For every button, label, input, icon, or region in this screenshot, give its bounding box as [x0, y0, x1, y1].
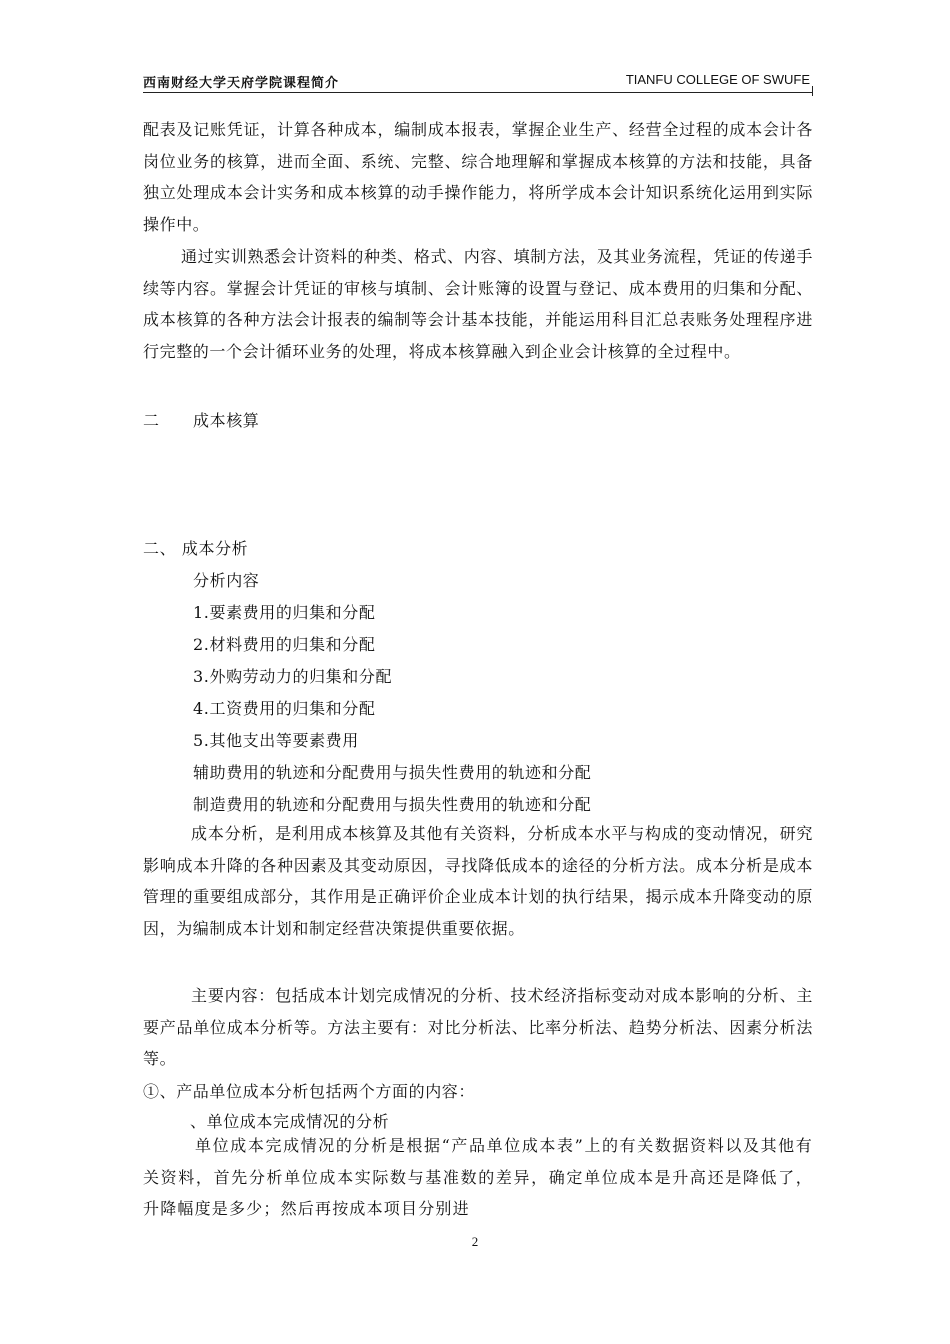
sub-heading-analysis-content: 分析内容: [193, 571, 260, 590]
heading-cost-accounting: 成本核算: [193, 411, 260, 430]
heading-cost-accounting-num: 二: [143, 411, 160, 430]
item-unit-cost-analysis: ①、产品单位成本分析包括两个方面的内容：: [143, 1082, 476, 1101]
page-header: [143, 68, 810, 94]
line-auxiliary-cost: 辅助费用的轨迹和分配费用与损失性费用的轨迹和分配: [193, 763, 592, 782]
paragraph-3: 成本分析，是利用成本核算及其他有关资料，分析成本水平与构成的变动情况，研究影响成本升降的各种因素及其变动原因，寻找降低成本的途径的分析方法。成本分析是成本管理的重要组成部分，其作用是正确评价企业成本计划的执行结果，揭示成本升降变动的原因，为编制成本计划和制定经营决策提供重要依据。: [143, 824, 813, 938]
list-item: 1.要素费用的归集和分配: [193, 603, 376, 622]
list-item: 3.外购劳动力的归集和分配: [193, 667, 393, 686]
paragraph-1: 配表及记账凭证，计算各种成本，编制成本报表，掌握企业生产、经营全过程的成本会计各岗位业务的核算，进而全面、系统、完整、综合地理解和掌握成本核算的方法和技能，具备独立处理成本会计实务和成本核算的动手操作能力，将所学成本会计知识系统化运用到实际操作中。: [143, 120, 813, 234]
paragraph-2: 通过实训熟悉会计资料的种类、格式、内容、填制方法，及其业务流程，凭证的传递手续等内容。掌握会计凭证的审核与填制、会计账簿的设置与登记、成本费用的归集和分配、成本核算的各种方法会计报表的编制等会计基本技能，并能运用科目汇总表账务处理程序进行完整的一个会计循环业务的处理，将成本核算融入到企业会计核算的全过程中。: [143, 247, 813, 361]
line-manufacturing-cost: 制造费用的轨迹和分配费用与损失性费用的轨迹和分配: [193, 795, 592, 814]
header-college-title: 西南财经大学天府学院课程简介: [143, 76, 340, 91]
header-rule-tick: [812, 86, 813, 96]
list-item: 4.工资费用的归集和分配: [193, 699, 376, 718]
list-item: 2.材料费用的归集和分配: [193, 635, 376, 654]
page-number: 2: [471, 1234, 479, 1249]
item-unit-cost-completion: 、单位成本完成情况的分析: [190, 1112, 390, 1131]
paragraph-4: 主要内容：包括成本计划完成情况的分析、技术经济指标变动对成本影响的分析、主要产品单位成本分析等。方法主要有：对比分析法、比率分析法、趋势分析法、因素分析法等。: [143, 986, 813, 1069]
header-rule: [143, 92, 813, 93]
list-item: 5.其他支出等要素费用: [193, 731, 359, 750]
paragraph-5: 单位成本完成情况的分析是根据“产品单位成本表”上的有关数据资料以及其他有关资料，首先分析单位成本实际数与基准数的差异，确定单位成本是升高还是降低了，升降幅度是多少；然后再按成本项目分别进: [143, 1136, 813, 1219]
header-english-title: TIANFU COLLEGE OF SWUFE: [625, 72, 810, 87]
heading-cost-analysis: 二、 成本分析: [143, 539, 249, 558]
